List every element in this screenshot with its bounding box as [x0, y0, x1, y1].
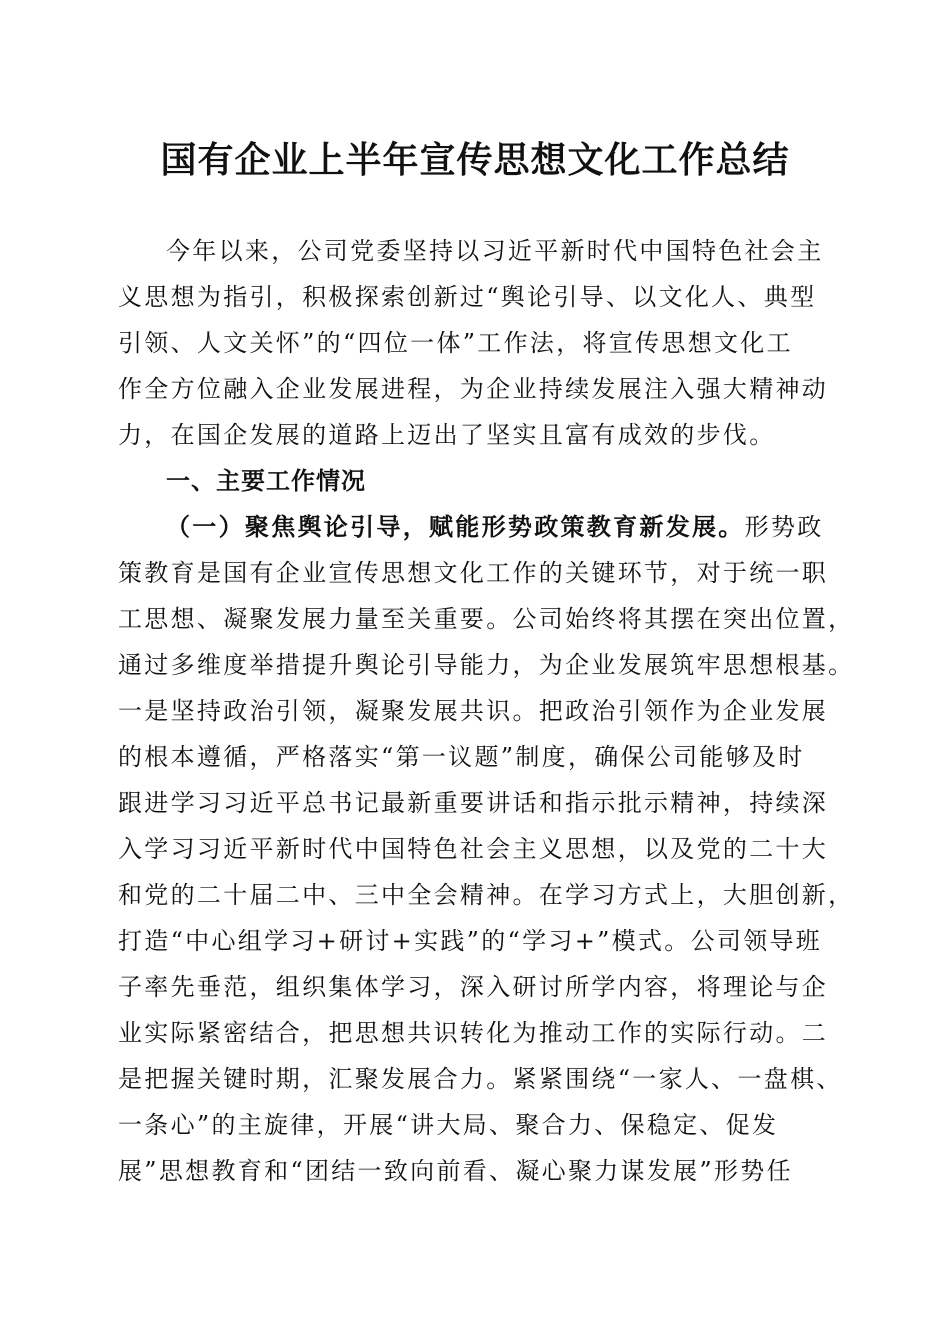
- body-line: 打造“中心组学习+研讨+实践”的“学习+”模式。公司领导班: [118, 927, 823, 955]
- document-body: [118, 228, 855, 1194]
- body-line: 子率先垂范，组织集体学习，深入研讨所学内容，将理论与企: [118, 973, 829, 1001]
- section-heading: 一、主要工作情况: [166, 467, 366, 495]
- body-line: 展”思想教育和“团结一致向前看、凝心聚力谋发展”形势任: [118, 1157, 793, 1185]
- body-line: 通过多维度举措提升舆论引导能力，为企业发展筑牢思想根基。: [118, 651, 855, 679]
- intro-line: 作全方位融入企业发展进程，为企业持续发展注入强大精神动: [118, 375, 829, 403]
- body-line: 一条心”的主旋律，开展“讲大局、聚合力、保稳定、促发: [118, 1111, 779, 1139]
- body-line: 和党的二十届二中、三中全会精神。在学习方式上，大胆创新，: [118, 881, 855, 909]
- intro-line: 今年以来，公司党委坚持以习近平新时代中国特色社会主: [166, 237, 824, 265]
- intro-line: 力，在国企发展的道路上迈出了坚实且富有成效的步伐。: [118, 421, 776, 449]
- body-line: 一是坚持政治引领，凝聚发展共识。把政治引领作为企业发展: [118, 697, 829, 725]
- document-title: 国有企业上半年宣传思想文化工作总结: [160, 139, 790, 181]
- body-line: 是把握关键时期，汇聚发展合力。紧紧围绕“一家人、一盘棋、: [118, 1065, 843, 1093]
- body-line: 工思想、凝聚发展力量至关重要。公司始终将其摆在突出位置，: [118, 605, 855, 633]
- intro-line: 义思想为指引，积极探索创新过“舆论引导、以文化人、典型: [118, 283, 817, 311]
- body-line: 的根本遵循，严格落实“第一议题”制度，确保公司能够及时: [118, 743, 805, 771]
- body-line: 业实际紧密结合，把思想共识转化为推动工作的实际行动。二: [118, 1019, 829, 1047]
- subsection-text: 形势政: [744, 513, 824, 541]
- body-line: 策教育是国有企业宣传思想文化工作的关键环节，对于统一职: [118, 559, 829, 587]
- intro-line: 引领、人文关怀”的“四位一体”工作法，将宣传思想文化工: [118, 329, 793, 357]
- subsection-heading: （一）聚焦舆论引导，赋能形势政策教育新发展。: [166, 512, 745, 541]
- body-line: 入学习习近平新时代中国特色社会主义思想，以及党的二十大: [118, 835, 829, 863]
- body-line: 跟进学习习近平总书记最新重要讲话和指示批示精神，持续深: [118, 789, 829, 817]
- subsection-first-line: [118, 504, 834, 550]
